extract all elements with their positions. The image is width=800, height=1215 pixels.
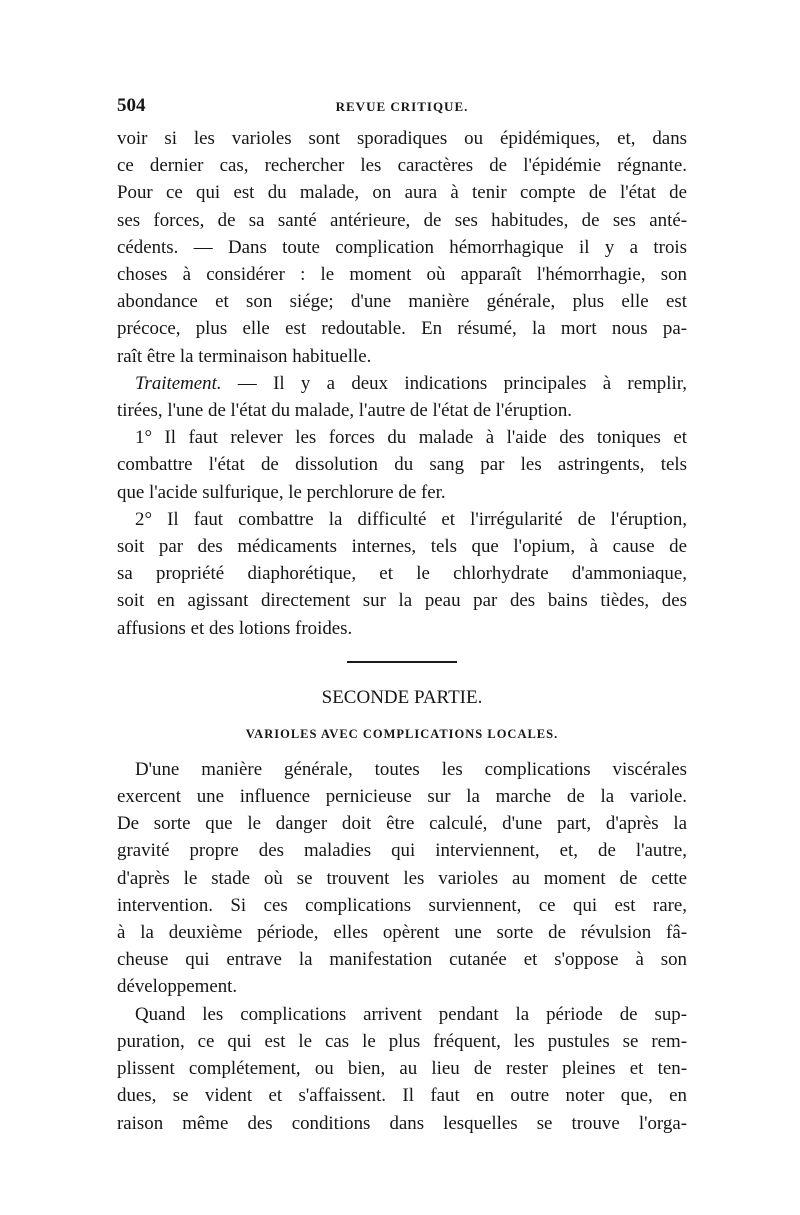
text-line: puration, ce qui est le cas le plus fréquent, les pustules se rem-: [117, 1030, 687, 1052]
text-line: De sorte que le danger doit être calculé, d'une part, d'après la: [117, 813, 687, 835]
text-line: D'une manière générale, toutes les complications viscérales: [135, 758, 687, 780]
text-line: dues, se vident et s'affaissent. Il faut en outre noter que, en: [117, 1085, 687, 1107]
running-head: [117, 95, 687, 125]
text-line: précoce, plus elle est redoutable. En résumé, la mort nous pa-: [117, 318, 687, 340]
running-title: REVUE CRITIQUE.: [335, 99, 469, 114]
text-line: raison même des conditions dans lesquelles se trouve l'orga-: [117, 1112, 687, 1134]
text-line: développement.: [117, 976, 238, 998]
complications-paragraph-1: [117, 756, 687, 1001]
text-line: Pour ce qui est du malade, on aura à tenir compte de l'état de: [117, 182, 687, 204]
text-line: d'après le stade où se trouvent les varioles au moment de cette: [117, 867, 687, 889]
text-line: cédents. — Dans toute complication hémorrhagique il y a trois: [117, 236, 687, 258]
text-line: gravité propre des maladies qui interviennent, et, de l'autre,: [117, 840, 687, 862]
text-line: abondance et son siége; d'une manière générale, plus elle est: [117, 291, 687, 313]
text-line: raît être la terminaison habituelle.: [117, 345, 372, 367]
text-line: 1° Il faut relever les forces du malade à l'aide des toniques et: [135, 427, 687, 449]
text-line: intervention. Si ces complications surviennent, ce qui est rare,: [117, 894, 687, 916]
section-heading: VARIOLES AVEC COMPLICATIONS LOCALES.: [245, 726, 559, 741]
text-line: plissent complétement, ou bien, au lieu de rester pleines et ten-: [117, 1058, 687, 1080]
treatment-item-2: [117, 506, 687, 642]
text-line: combattre l'état de dissolution du sang par les astringents, tels: [117, 454, 687, 476]
prognosis-paragraph: [117, 125, 687, 370]
part-heading: SECONDE PARTIE.: [321, 686, 483, 708]
page-number: 504: [117, 95, 146, 116]
text-line: ses forces, de sa santé antérieure, de ses habitudes, de ses anté-: [117, 209, 687, 231]
text-line: 2° Il faut combattre la difficulté et l'irrégularité de l'éruption,: [135, 508, 687, 530]
section-divider: [347, 661, 457, 663]
text-line: sa propriété diaphorétique, et le chlorhydrate d'ammoniaque,: [117, 563, 687, 585]
text-line: à la deuxième période, elles opèrent une sorte de révulsion fâ-: [117, 922, 687, 944]
text-line: voir si les varioles sont sporadiques ou épidémiques, et, dans: [117, 128, 687, 149]
text-line: cheuse qui entrave la manifestation cutanée et s'oppose à son: [117, 949, 687, 971]
treatment-paragraph: [117, 370, 687, 424]
text-line: soit en agissant directement sur la peau par des bains tièdes, des: [117, 590, 687, 612]
text-line: Quand les complications arrivent pendant la période de sup-: [135, 1003, 687, 1025]
treatment-item-1: [117, 424, 687, 506]
text-line: affusions et des lotions froides.: [117, 617, 353, 639]
treatment-label: Traitement.: [135, 372, 222, 394]
treatment-text: — Il y a deux indications principales à remplir,: [221, 372, 687, 394]
text-line: [117, 370, 687, 397]
text-line: ce dernier cas, rechercher les caractères de l'épidémie régnante.: [117, 155, 687, 177]
text-line: exercent une influence pernicieuse sur la marche de la variole.: [117, 786, 687, 808]
text-line: soit par des médicaments internes, tels que l'opium, à cause de: [117, 536, 687, 558]
text-line: choses à considérer : le moment où apparaît l'hémorrhagie, son: [117, 264, 687, 286]
complications-paragraph-2: [117, 1001, 687, 1137]
book-page: [117, 95, 687, 1137]
text-line: tirées, l'une de l'état du malade, l'autre de l'état de l'éruption.: [117, 400, 572, 422]
text-line: que l'acide sulfurique, le perchlorure de fer.: [117, 481, 446, 503]
